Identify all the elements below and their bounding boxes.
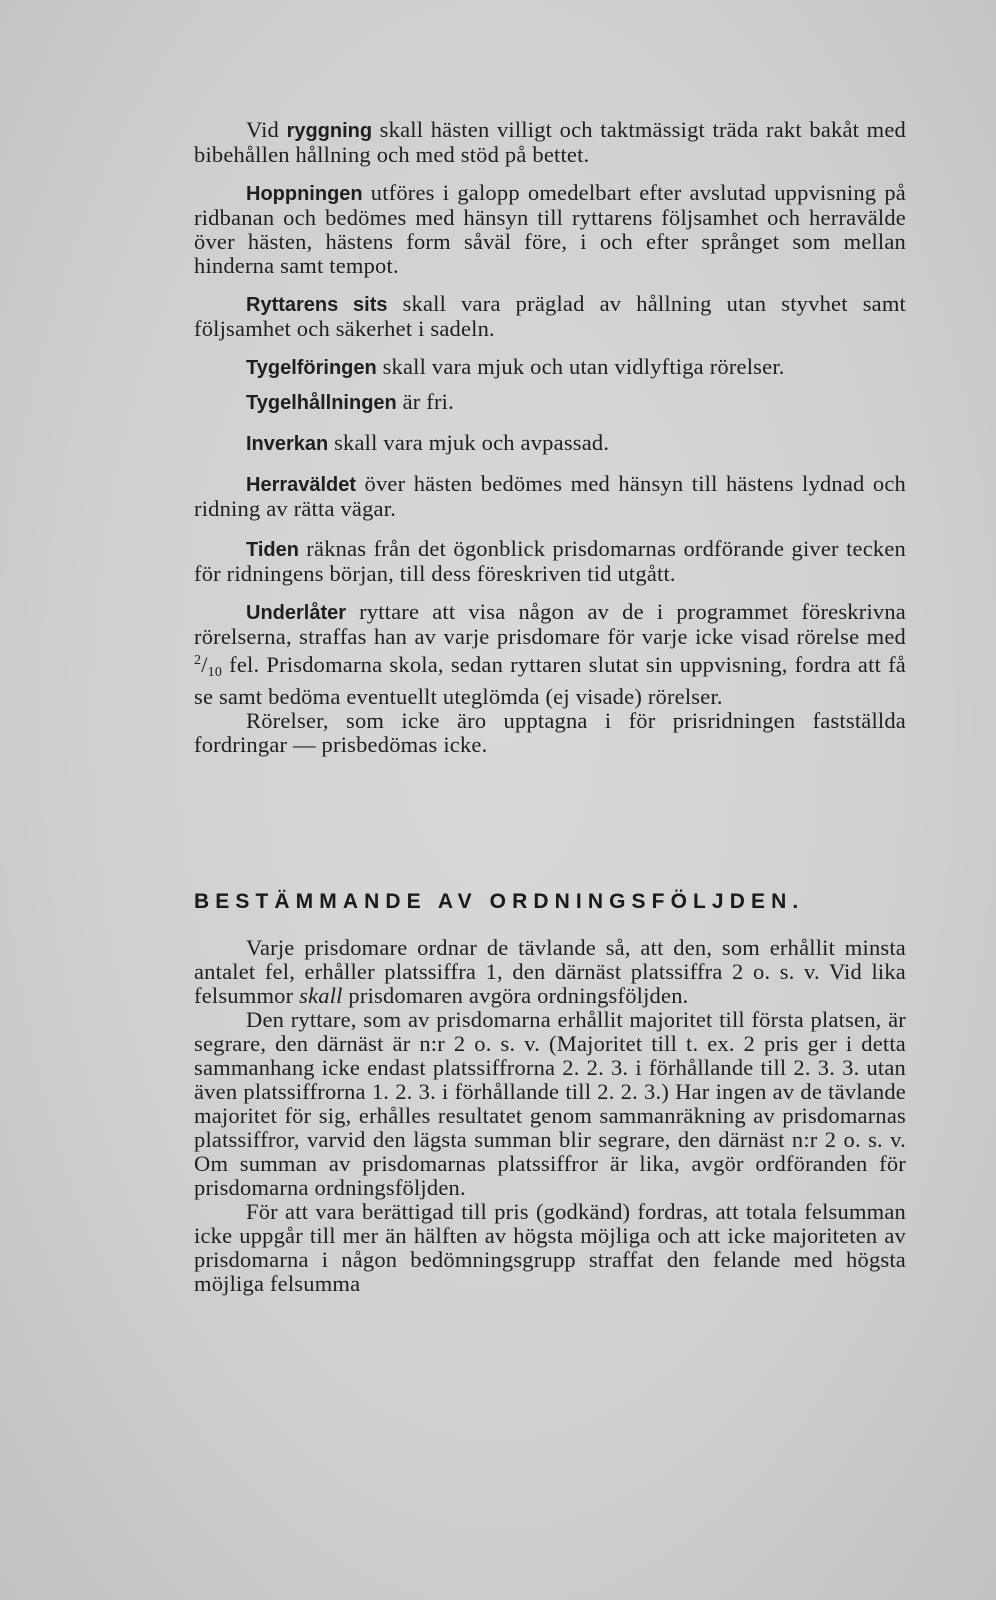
paragraph-underlater [194,600,906,709]
paragraph-inverkan [194,431,906,456]
paragraph-text: är fri. [396,389,454,414]
paragraph-den-ryttare: Den ryttare, som av prisdomarna erhållit majoritet till första platsen, är segrare, den därnäst är n:r 2 o. s. v. (Majoritet till t. ex. 2 pris ger i detta sammanhang icke endast platssiffrorna 2. 2. 3. i förhållande till 2. 3. 3. utan även platssiffrorna 1. 2. 3. i förhållande till 2. 2. 3.) Har ingen av de tävlande majoritet för sig, erhålles resultatet genom sammanräkning av prisdomarnas platssiffror, varvid den lägsta summan blir segrare, den därnäst n:r 2 o. s. v. Om summan av prisdomarnas platssiffror är lika, avgör ordföranden för prisdomarna ordningsföljden. [194,1007,906,1200]
paragraph-hoppningen [194,181,906,278]
paragraph-tygelforingen [194,355,906,380]
paragraph-varje-prisdomare [194,936,906,1008]
paragraph-text: skall vara mjuk och utan vidlyftiga rörelser. [376,354,785,379]
paragraph-text: ryttare att visa någon av de i programmet föreskrivna rörelserna, straffas han av varje prisdomare för varje icke visad rörelse med [194,599,906,649]
paragraph-text: skall hästen villigt och taktmässigt träda rakt bakåt med bibehållen hållning och med stöd på bettet. [194,117,906,167]
term-tiden: Tiden [246,539,299,561]
paragraph-text: Varje prisdomare ordnar de tävlande så, att den, som erhållit minsta antalet fel, erhåller platssiffra 1, den därnäst platssiffra 2 o. s. v. Vid lika felsummor [194,935,906,1008]
term-ryggning: ryggning [286,120,373,142]
paragraph-tygelhallningen [194,390,906,415]
paragraph-text: räknas från det ögonblick prisdomarnas ordförande giver tecken för ridningens början, till dess föreskriven tid utgått. [194,536,906,586]
term-ryttarens-sits: Ryttarens sits [246,294,388,316]
fraction-numerator: 2 [194,653,202,668]
paragraph-text: skall vara mjuk och avpassad. [328,430,610,455]
ordering-section [194,936,906,1296]
term-tygelhallningen: Tygelhållningen [246,392,397,414]
rules-section [194,118,906,757]
paragraph-text: utföres i galopp omedelbart efter avslutad uppvisning på ridbanan och bedömes med hänsyn till ryttarens följsamhet och herravälde över hästen, hästens form såväl före, i och efter språnget som mellan hinderna samt tempot. [194,180,906,278]
paragraph-tiden [194,537,906,586]
paragraph-prefix: Vid [246,117,287,142]
term-underlater: Underlåter [246,602,347,624]
paragraph-rorelser: Rörelser, som icke äro upptagna i för prisridningen fastställda fordringar — prisbedömas icke. [194,708,906,757]
term-tygelforingen: Tygelföringen [246,357,377,379]
paragraph-ryggning [194,118,906,167]
fraction-denominator: 10 [207,665,223,680]
paragraph-text: prisdomaren avgöra ordningsföljden. [342,983,689,1008]
term-herravaldet: Herraväldet [246,474,357,496]
paragraph-for-att-vara: För att vara berättigad till pris (godkänd) fordras, att totala felsumman icke uppgår till mer än hälften av högsta möjliga och att icke majoriteten av prisdomarna i någon bedömningsgrupp straffat den felande med högsta möjliga felsumma [194,1199,906,1296]
term-hoppningen: Hoppningen [246,183,363,205]
emphasis-skall: skall [299,983,343,1008]
paragraph-text: fel. Prisdomarna skola, sedan ryttaren slutat sin uppvisning, fordra att få se samt bedöma eventuellt uteglömda (ej visade) rörelser. [194,652,906,709]
term-inverkan: Inverkan [246,433,329,455]
paragraph-text: över hästen bedömes med hänsyn till hästens lydnad och ridning av rätta vägar. [194,471,906,521]
paragraph-herravaldet [194,472,906,521]
section-heading: BESTÄMMANDE AV ORDNINGSFÖLJDEN. [194,890,805,913]
paragraph-text: skall vara präglad av hållning utan styvhet samt följsamhet och säkerhet i sadeln. [194,291,907,341]
fraction: $^2$/10 [194,652,223,680]
paragraph-ryttarens-sits [194,292,906,341]
